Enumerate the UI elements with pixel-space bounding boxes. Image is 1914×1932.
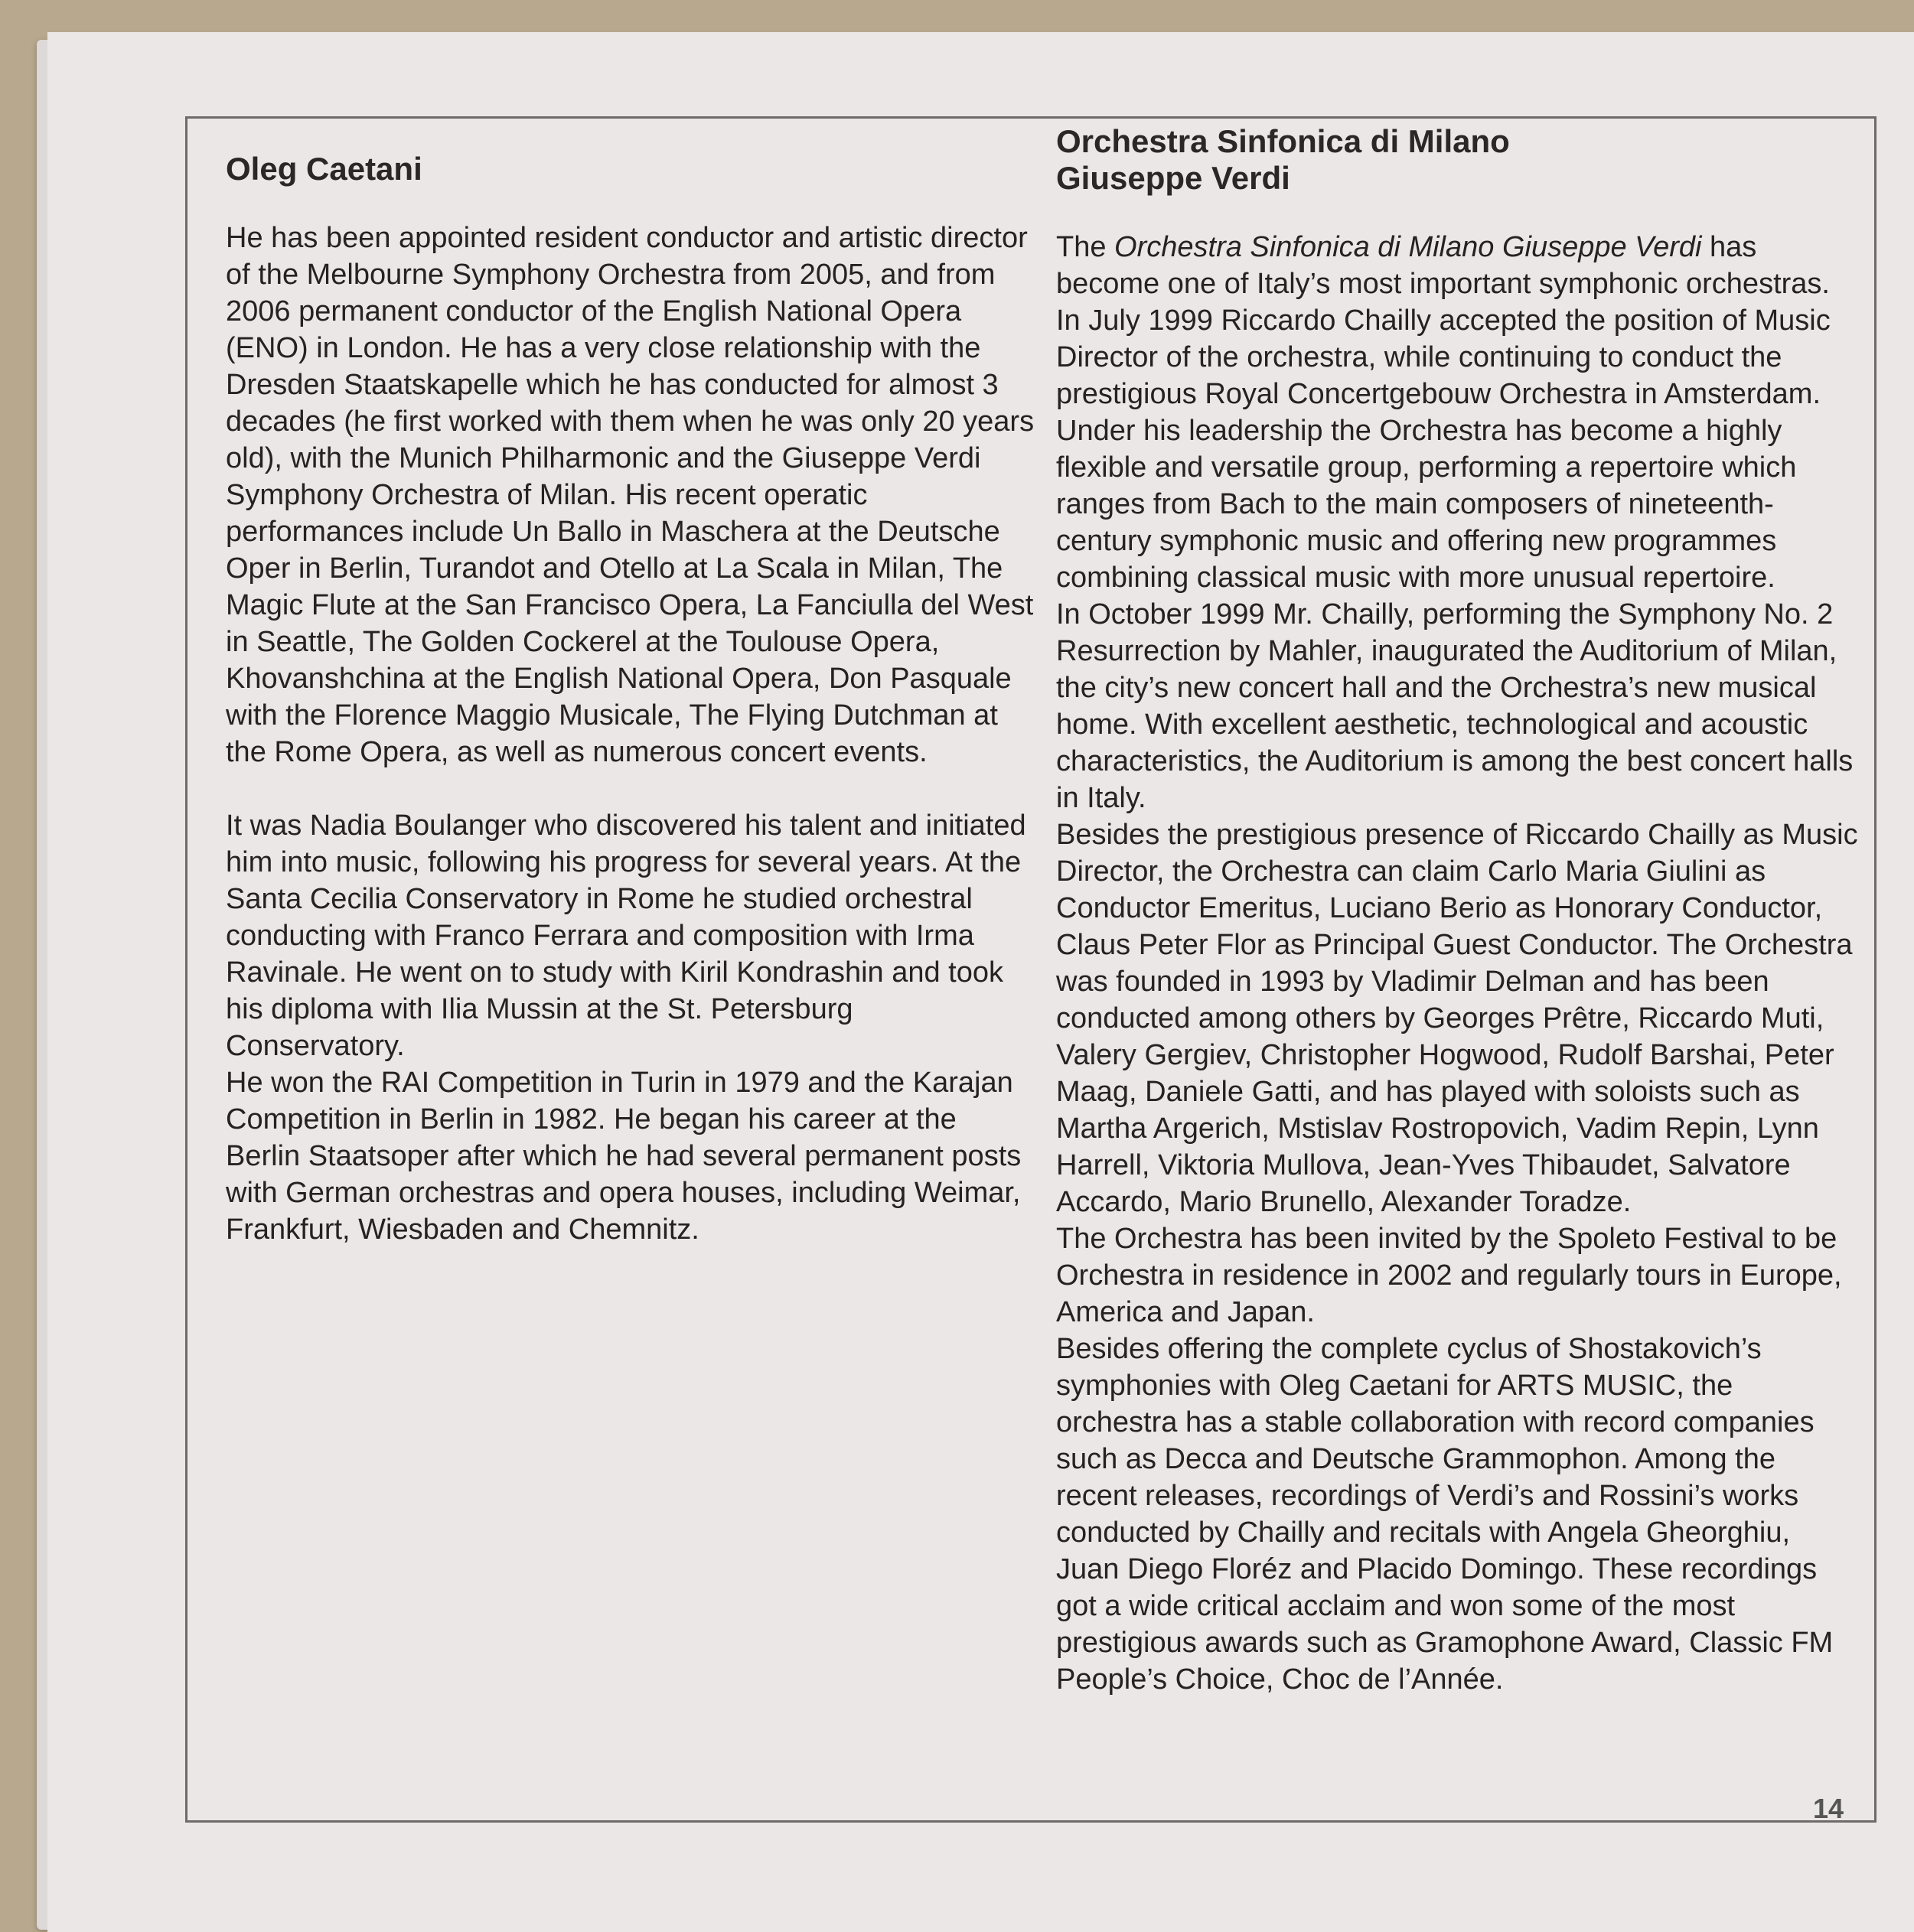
orchestra-paragraph-3: Besides the prestigious presence of Riccardo Chailly as Music Director, the Orchestra can claim Carlo Maria Giulini as Conductor Emeritus, Luciano Berio as Honorary Conductor, Claus Peter Flor as Principal Guest Conductor. The Orchestra was founded in 1993 by Vladimir Delman and has been conducted among others by Georges Prêtre, Riccardo Muti, Valery Gergiev, Christopher Hogwood, Rudolf Barshai, Peter Maag, Daniele Gatti, and has played with soloists such as Martha Argerich, Mstislav Rostropovich, Vadim Repin, Lynn Harrell, Viktoria Mullova, Jean-Yves Thibaudet, Salvatore Accardo, Mario Brunello, Alexander Toradze. bbox=[1056, 819, 1858, 1218]
orchestra-bio bbox=[1056, 229, 1860, 1698]
orchestra-paragraph-5: Besides offering the complete cyclus of Shostakovich’s symphonies with Oleg Caetani for ARTS MUSIC, the orchestra has a stable collaboration with record companies such as Decca and Deutsche Grammophon. Among the recent releases, recordings of Verdi’s and Rossini’s works conducted by Chailly and recitals with Angela Gheorghiu, Juan Diego Floréz and Placido Domingo. These recordings got a wide critical acclaim and won some of the most prestigious awards such as Gramophone Award, Classic FM People’s Choice, Choc de l’Année. bbox=[1056, 1333, 1834, 1696]
orchestra-heading-line-2: Giuseppe Verdi bbox=[1056, 160, 1290, 196]
conductor-heading: Oleg Caetani bbox=[226, 151, 422, 187]
orchestra-paragraph-4: The Orchestra has been invited by the Spoleto Festival to be Orchestra in residence in 2002 and regularly tours in Europe, America and Japan. bbox=[1056, 1223, 1842, 1328]
orchestra-paragraph-1-prefix: The bbox=[1056, 231, 1115, 263]
text-frame bbox=[185, 116, 1877, 1823]
booklet-page bbox=[47, 32, 1914, 1932]
orchestra-paragraph-2: In October 1999 Mr. Chailly, performing the Symphony No. 2 Resurrection by Mahler, inaugurated the Auditorium of Milan, the city’s new concert hall and the Orchestra’s new musical home. With excellent aesthetic, technological and acoustic characteristics, the Auditorium is among the best concert halls in Italy. bbox=[1056, 598, 1854, 814]
bio-paragraph-3: He won the RAI Competition in Turin in 1979 and the Karajan Competition in Berlin in 1982. He began his career at the Berlin Staatsoper after which he had several permanent posts with German orchestras and opera houses, including Weimar, Frankfurt, Wiesbaden and Chemnitz. bbox=[226, 1067, 1022, 1246]
orchestra-paragraph-1-rest: has become one of Italy’s most important symphonic orchestras. In July 1999 Riccardo Chailly accepted the position of Music Director of the orchestra, while continuing to conduct the prestigious Royal Concertgebouw Orchestra in Amsterdam. Under his leadership the Orchestra has become a highly flexible and versatile group, performing a repertoire which ranges from Bach to the main composers of nineteenth-century symphonic music and offering new programmes combining classical music with more unusual repertoire. bbox=[1056, 231, 1831, 594]
orchestra-name-italic: Orchestra Sinfonica di Milano Giuseppe Verdi bbox=[1114, 231, 1702, 263]
bio-paragraph-2: It was Nadia Boulanger who discovered his talent and initiated him into music, following his progress for several years. At the Santa Cecilia Conservatory in Rome he studied orchestral conducting with Franco Ferrara and composition with Irma Ravinale. He went on to study with Kiril Kondrashin and took his diploma with Ilia Mussin at the St. Petersburg Conservatory. bbox=[226, 810, 1026, 1062]
bio-paragraph-1: He has been appointed resident conductor and artistic director of the Melbourne Symphony Orchestra from 2005, and from 2006 permanent conductor of the English National Opera (ENO) in London. He has a very close relationship with the Dresden Staatskapelle which he has conducted for almost 3 decades (he first worked with them when he was only 20 years old), with the Munich Philharmonic and the Giuseppe Verdi Symphony Orchestra of Milan. His recent operatic performances include Un Ballo in Maschera at the Deutsche Oper in Berlin, Turandot and Otello at La Scala in Milan, The Magic Flute at the San Francisco Opera, La Fanciulla del West in Seattle, The Golden Cockerel at the Toulouse Opera, Khovanshchina at the English National Opera, Don Pasquale with the Florence Maggio Musicale, The Flying Dutchman at the Rome Opera, as well as numerous concert events. bbox=[226, 222, 1035, 768]
conductor-bio bbox=[226, 220, 1037, 1248]
orchestra-heading-line-1: Orchestra Sinfonica di Milano bbox=[1056, 123, 1510, 159]
orchestra-paragraph-1 bbox=[1056, 229, 1860, 596]
orchestra-heading bbox=[1056, 123, 1860, 197]
page-number: 14 bbox=[1812, 1793, 1844, 1824]
left-column bbox=[226, 151, 1037, 1248]
right-column bbox=[1056, 123, 1860, 1698]
